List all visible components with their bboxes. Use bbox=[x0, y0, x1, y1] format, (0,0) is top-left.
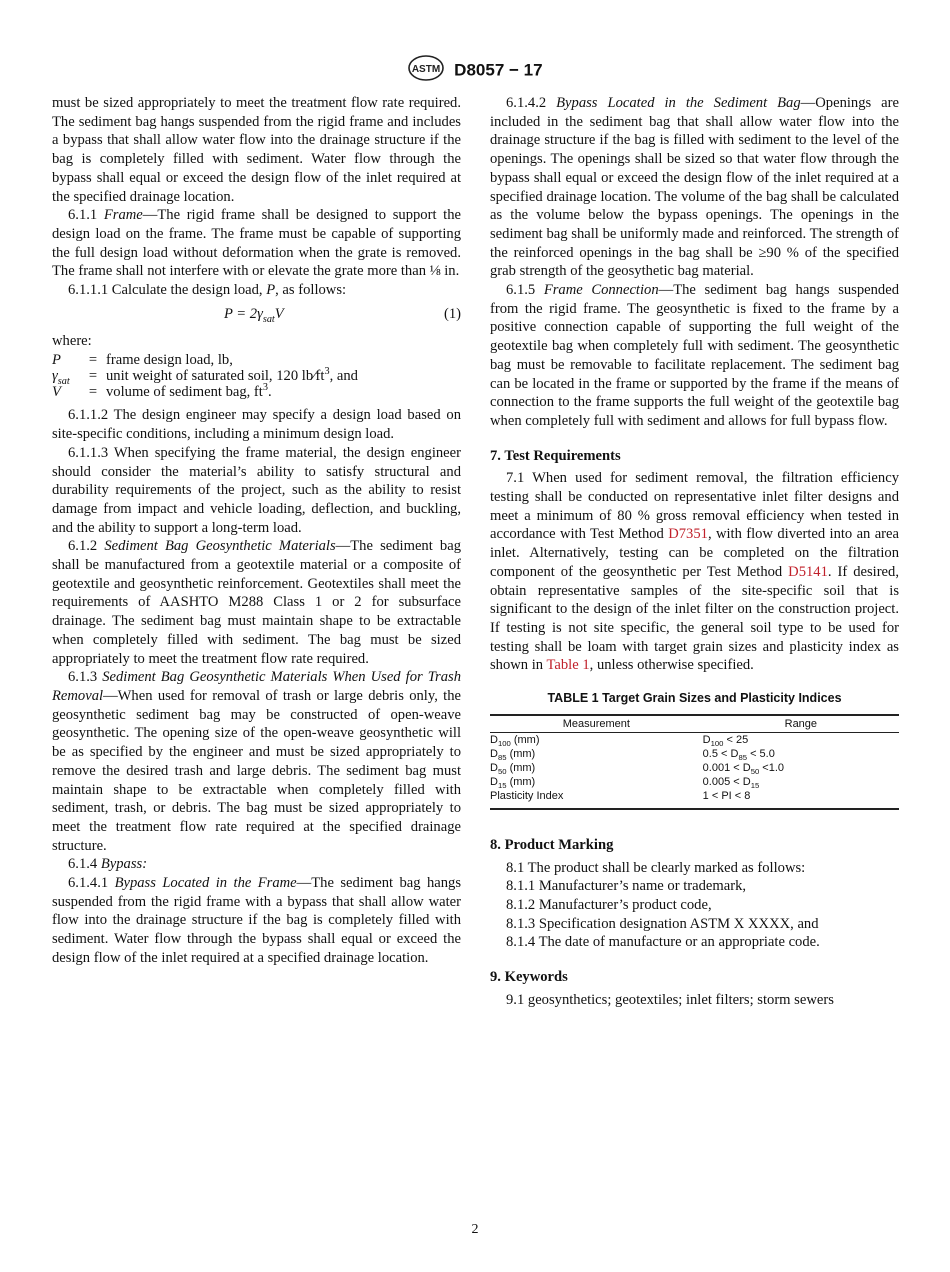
paragraph-6-1-cont: must be sized appropriately to meet the treatment flow rate required. The sediment bag hangs suspended from the rigid frame and includes a bypass that shall allow water flow into the drainage structure if the bag is completely filled with sediment. Water flow through the bypass shall equal or exceed the design flow of the inlet required at the specified drainage location. bbox=[52, 95, 461, 205]
link-table-1[interactable]: Table 1 bbox=[546, 657, 590, 674]
product-marking-list bbox=[490, 859, 899, 953]
section-heading-keywords: 9. Keywords bbox=[490, 969, 568, 986]
definition-row: P = frame design load, lb, bbox=[52, 352, 233, 369]
column-header-range: Range bbox=[703, 715, 899, 733]
astm-logo-icon bbox=[407, 54, 445, 87]
svg-text:ASTM: ASTM bbox=[412, 64, 441, 75]
list-item: 8.1.4 The date of manufacture or an appropriate code. bbox=[506, 934, 820, 951]
table-header-row bbox=[490, 715, 899, 733]
paragraph-7-1: 7.1 When used for sediment removal, the filtration efficiency testing shall be conducted on representative inlet filter designs and meet a minimum of 80 % gross removal efficiency when tested in accordance with Test Method D7351, with flow diverted into an area inlet. Alternatively, testing can be completed on the filtration component of the geosynthetic per Test Method D5141. If desired, obtain representative samples of the site-specific soil that is significant to the design of the inlet filter on the construction project. If testing is not site specific, the general soil type to be used for testing shall be loam with target grain sizes and plasticity index as shown in Table 1, unless otherwise specified. bbox=[490, 470, 899, 674]
list-item: 8.1.1 Manufacturer’s name or trademark, bbox=[506, 878, 747, 895]
paragraph-6-1-1-3: 6.1.1.3 When specifying the frame material, the design engineer should consider the material’s ability to satisfy structural and durability requirements of the project, such as the ability to resist damage from impact and vehicle loading, deflection, and buckling, and the ability to support a long-term load. bbox=[52, 444, 461, 536]
section-heading-test-requirements: 7. Test Requirements bbox=[490, 447, 621, 464]
page-number: 2 bbox=[471, 1222, 479, 1237]
table-row: $D_{15}$ (mm) $0.005 < D_{15}$ bbox=[490, 775, 760, 790]
left-column bbox=[52, 94, 461, 968]
definition-row: $\gamma_{sat}$ = unit weight of saturated soil, 120 $lb⁄ft^3$, and bbox=[52, 366, 358, 388]
link-d7351[interactable]: D7351 bbox=[668, 526, 708, 543]
link-d5141[interactable]: D5141 bbox=[788, 563, 828, 580]
where-label: where: bbox=[52, 332, 92, 349]
equation-number: (1) bbox=[443, 305, 461, 322]
paragraph-6-1-4-1: 6.1.4.1 Bypass Located in the Frame—The sediment bag hangs suspended from the rigid frame with a bypass that shall allow water flow into the drainage structure if the bag is completely filled with sediment. Water flow through the bypass shall equal or exceed the design flow of the inlet required at a specified drainage location. bbox=[52, 875, 461, 966]
table-row: $D_{100}$ (mm) $D_{100} < 25$ bbox=[490, 733, 749, 748]
section-heading-product-marking: 8. Product Marking bbox=[490, 836, 614, 853]
paragraph-6-1-3: 6.1.3 Sediment Bag Geosynthetic Materials When Used for Trash Removal—When used for removal of trash or large debris only, the geosynthetic sediment bag may be constructed of open-weave geosynthetic. The opening size of the open-weave geosynthetic will be as specified by the engineer and must be sized appropriately to remove the desired trash and large debris. The sediment bag must maintain shape to be extractable when completely filled with sediment, trash, or debris. The bag must be sized appropriately to meet the treatment flow rate required at the specified drainage structure. bbox=[52, 669, 461, 854]
paragraph-6-1-1-1: 6.1.1.1 Calculate the design load, P, as follows: bbox=[68, 282, 347, 299]
list-item: 8.1.3 Specification designation ASTM X XXXX, and bbox=[506, 915, 819, 932]
table-row: $D_{50}$ (mm) $0.001 < D_{50} <1.0$ bbox=[490, 761, 785, 776]
document-code: D8057 − 17 bbox=[454, 60, 543, 80]
paragraph-6-1-5: 6.1.5 Frame Connection—The sediment bag hangs suspended from the rigid frame. The geosynthetic is fixed to the frame by a positive connection capable of supporting the full weight of the geotextile bag when completely full with sediment. The geosynthetic bag must be removable to facilitate replacement. The sediment bag can be located in the frame or supported by the frame if the means of connection to the frame supports the full weight of the geotextile bag when completely full with sediment and allows for full bypass flow. bbox=[490, 282, 899, 429]
paragraph-6-1-4: 6.1.4 Bypass: bbox=[68, 856, 148, 873]
table-row: $D_{85}$ (mm) $0.5 < D_{85} < 5.0$ bbox=[490, 747, 775, 762]
paragraph-9-1: 9.1 geosynthetics; geotextiles; inlet filters; storm sewers bbox=[506, 991, 834, 1008]
list-item: 8.1 The product shall be clearly marked as follows: bbox=[506, 859, 806, 876]
column-header-measurement: Measurement bbox=[490, 715, 703, 733]
list-item: 8.1.2 Manufacturer’s product code, bbox=[506, 896, 712, 913]
paragraph-6-1-2: 6.1.2 Sediment Bag Geosynthetic Materials—The sediment bag shall be manufactured from a geotextile material or a composite of geotextile and geosynthetic reinforcement. Geotextiles shall meet the requirements of AASHTO M288 Class 1 or 2 for subsurface drainage. The sediment bag must maintain shape to be extractable when completely filled with sediment. The bag must be sized appropriately to meet the treatment flow rate required. bbox=[52, 538, 461, 667]
table-row: Plasticity Index 1 < PI < 8 bbox=[490, 789, 751, 802]
equation-1 bbox=[52, 303, 461, 327]
table-1 bbox=[490, 714, 899, 810]
page-header bbox=[0, 54, 950, 87]
equation-formula: $P = 2\gamma_{sat}V$ bbox=[224, 305, 284, 325]
table-1-title: TABLE 1 Target Grain Sizes and Plasticity Indices bbox=[547, 691, 842, 706]
variable-definitions bbox=[52, 352, 358, 400]
paragraph-6-1-1: 6.1.1 Frame—The rigid frame shall be designed to support the design load on the frame. The frame must be capable of supporting the full design load without deformation when the grate is removed. The frame shall not interfere with or elevate the grate more than ⅛ in. bbox=[52, 207, 461, 280]
definition-row: V = volume of sediment bag, $ft^3$. bbox=[52, 382, 272, 401]
paragraph-6-1-1-2: 6.1.1.2 The design engineer may specify a design load based on site-specific conditions, including a minimum design load. bbox=[52, 407, 461, 443]
paragraph-6-1-4-2: 6.1.4.2 Bypass Located in the Sediment Bag—Openings are included in the sediment bag that shall allow water flow into the drainage structure if the bag is filled with sediment to the level of the openings. The openings shall be sized so that water flow through the bypass shall equal or exceed the design flow of the inlet required at a specified drainage location. The volume of the bag shall be calculated as the volume below the bypass openings. The openings in the sediment bag shall be uniformly made and reinforced. The strength of the reinforced openings in the bag shall be ≥90 % of the specified grab strength of the geosythetic bag material. bbox=[490, 95, 899, 280]
right-column bbox=[490, 94, 899, 1009]
